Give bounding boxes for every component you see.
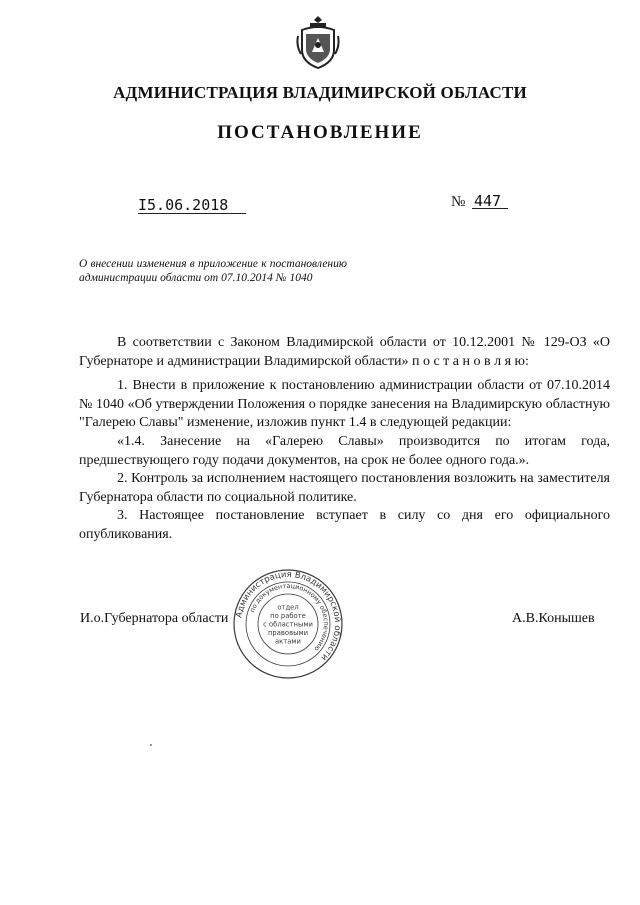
document-date: I5.06.2018 bbox=[138, 196, 229, 214]
official-stamp-icon bbox=[232, 568, 344, 680]
stamp-ring-text: Администрация Владимирской области bbox=[234, 569, 343, 663]
stamp-center-line: с областными bbox=[263, 620, 313, 629]
document-subject: О внесении изменения в приложение к постановлению администрации области от 07.10.2014 № 1040 bbox=[79, 258, 347, 284]
body-paragraph-2: 2. Контроль за исполнением настоящего постановления возложить на заместителя Губернатора области по социальной политике. bbox=[79, 471, 610, 505]
stamp-inner-text: по документационному обеспечению bbox=[248, 581, 331, 653]
coat-of-arms-icon bbox=[296, 14, 340, 70]
document-number: 447 bbox=[474, 192, 502, 210]
stamp-center-line: по работе bbox=[270, 612, 306, 621]
number-sign: № bbox=[451, 194, 466, 210]
number-underline bbox=[472, 208, 508, 209]
body-paragraph-quote: «1.4. Занесение на «Галерею Славы» производится по итогам года, предшествующего году подачи документов, на срок не более одного года.». bbox=[79, 433, 610, 468]
stamp-center-line: отдел bbox=[277, 603, 299, 612]
stamp-center-line: актами bbox=[275, 637, 301, 646]
organization-title: АДМИНИСТРАЦИЯ ВЛАДИМИРСКОЙ ОБЛАСТИ bbox=[113, 83, 527, 102]
body-paragraph-1: 1. Внести в приложение к постановлению администрации области от 07.10.2014 № 1040 «Об утверждении Положения о порядке занесения на Владимирскую областную "Галерею Славы" изменение, изложив пункт 1.4 в следующей редакции: bbox=[79, 378, 610, 431]
signer-name: А.В.Конышев bbox=[512, 611, 595, 626]
document-type-title: ПОСТАНОВЛЕНИЕ bbox=[217, 122, 423, 143]
document-body bbox=[79, 334, 610, 545]
date-underline bbox=[138, 213, 246, 214]
stamp-center-line: правовыми bbox=[267, 628, 309, 637]
body-paragraph-preamble: В соответствии с Законом Владимирской области от 10.12.2001 № 129-ОЗ «О Губернаторе и администрации Владимирской области» п о с т а н о в л я ю: bbox=[79, 335, 610, 369]
scan-speck bbox=[150, 744, 152, 746]
signer-position: И.о.Губернатора области bbox=[80, 611, 229, 626]
body-paragraph-3: 3. Настоящее постановление вступает в силу со дня его официального опубликования. bbox=[79, 508, 610, 542]
